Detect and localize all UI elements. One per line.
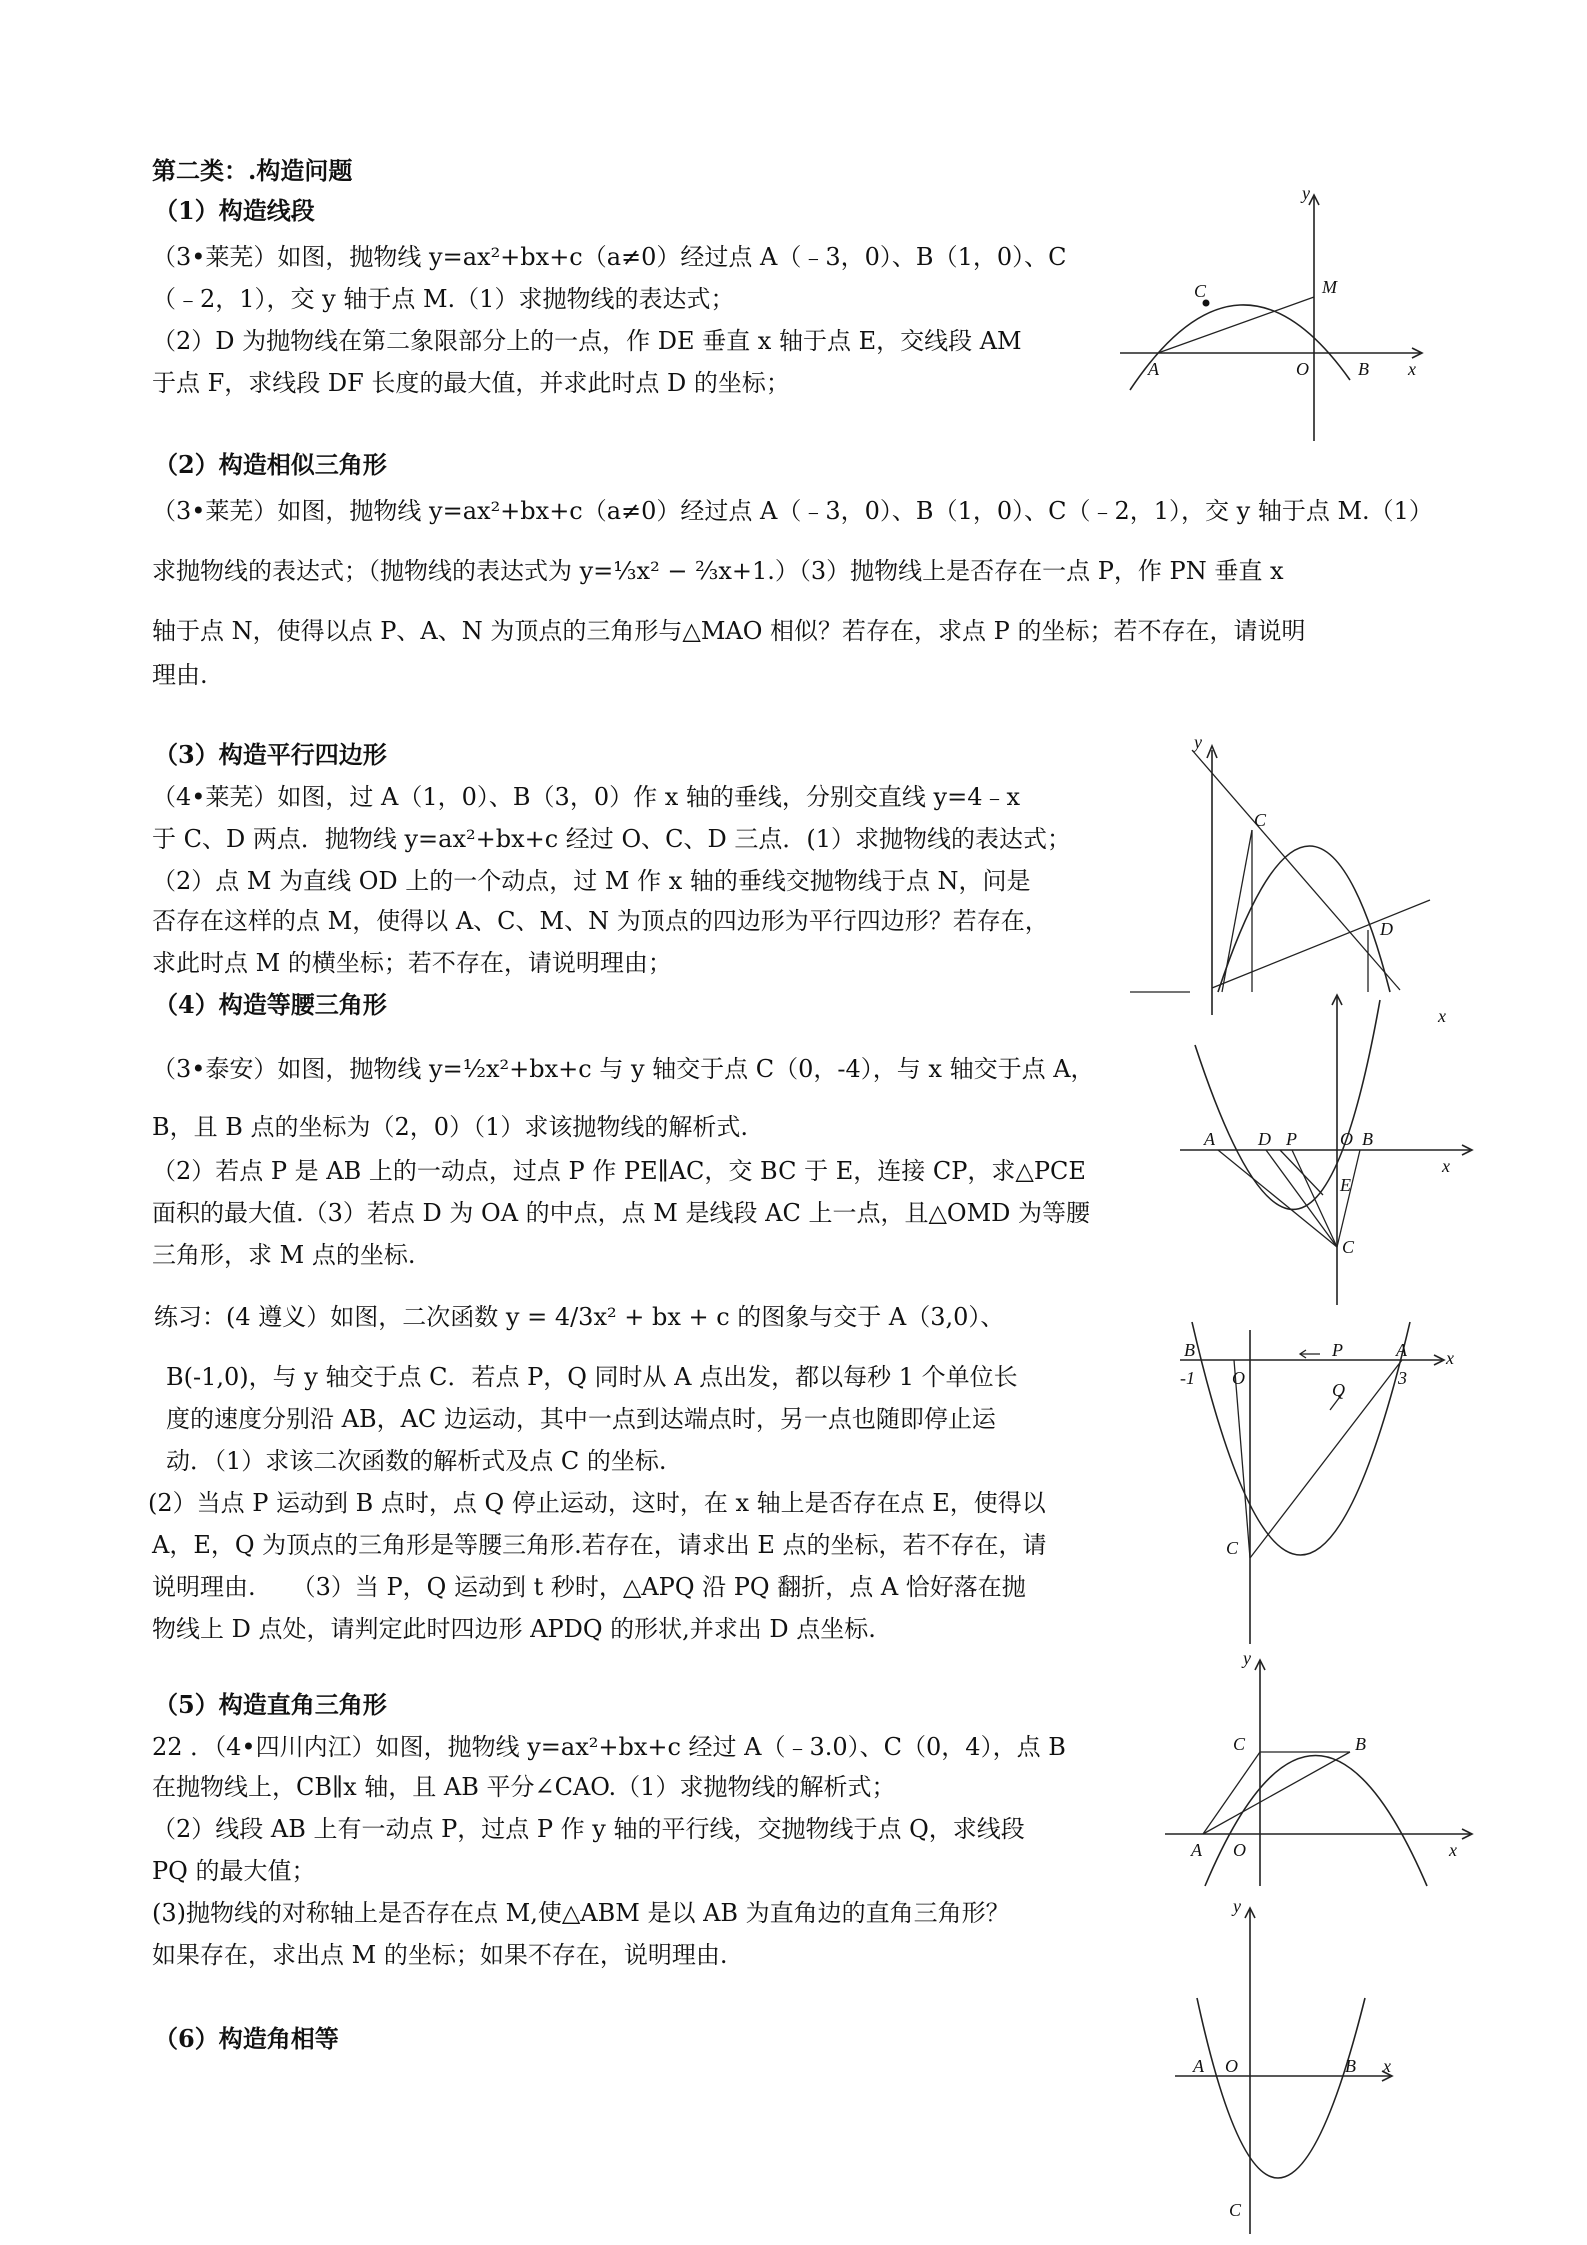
point-c-label: C [1342,1237,1355,1257]
point-p-label: P [1332,1340,1343,1360]
section-1-line: （2）D 为抛物线在第二象限部分上的一点，作 DE 垂直 x 轴于点 E，交线段 AM [152,327,1022,355]
section-5-line: 22 ．（4•四川内江）如图，抛物线 y=ax²+bx+c 经过 A（﹣3.0）、C（0，4），点 B [152,1733,1066,1761]
figure-3-isosceles [1180,985,1480,1315]
point-b-label: B [1362,1129,1373,1149]
tick-neg1-label: -1 [1180,1368,1195,1388]
point-a-label: A [1148,359,1159,379]
practice-line: 物线上 D 点处，请判定此时四边形 APDQ 的形状,并求出 D 点坐标. [152,1615,876,1643]
section-3-line: 于 C、D 两点．抛物线 y=ax²+bx+c 经过 O、C、D 三点．(1）求抛物线的表达式； [152,825,1071,853]
figure-1-parabola [1110,185,1430,445]
x-axis-label: x [1446,1348,1454,1368]
x-axis-label: x [1438,1006,1446,1026]
section-6-title: （6）构造角相等 [154,2024,339,2053]
section-2-line: 求抛物线的表达式；（抛物线的表达式为 y=⅓x² − ⅔x+1.）（3）抛物线上是否存在一点 P，作 PN 垂直 x [152,557,1284,585]
point-e-label: E [1340,1175,1351,1195]
origin-label: O [1296,359,1309,379]
y-axis-label: y [1233,1896,1241,1916]
x-axis-label: x [1442,1156,1450,1176]
y-axis-label: y [1194,732,1202,752]
point-b-label: B [1358,359,1369,379]
section-4-line: 面积的最大值.（3）若点 D 为 OA 的中点，点 M 是线段 AC 上一点，且△OMD 为等腰 [152,1199,1091,1227]
section-1-title: （1）构造线段 [154,196,315,225]
section-3-line: 否存在这样的点 M，使得以 A、C、M、N 为顶点的四边形为平行四边形？若存在， [152,907,1049,935]
section-5-line: 在抛物线上，CB∥x 轴，且 AB 平分∠CAO.（1）求抛物线的解析式； [152,1773,896,1801]
point-a-label: A [1396,1340,1407,1360]
section-2-line: 理由. [152,661,208,689]
section-4-title: （4）构造等腰三角形 [154,990,387,1019]
origin-label: O [1232,1368,1245,1388]
origin-label: O [1340,1129,1353,1149]
y-axis-label: y [1302,183,1310,203]
practice-line: B(-1,0)，与 y 轴交于点 C．若点 P，Q 同时从 A 点出发，都以每秒 1 个单位长 [166,1363,1018,1391]
x-axis-label: x [1408,359,1416,379]
section-4-line: 三角形，求 M 点的坐标. [152,1241,416,1269]
section-3-line: 求此时点 M 的横坐标；若不存在，请说明理由； [152,949,672,977]
section-2-line: 轴于点 N，使得以点 P、A、N 为顶点的三角形与△MAO 相似？若存在，求点 P 的坐标；若不存在，请说明 [152,617,1306,645]
section-3-line: （4•莱芜）如图，过 A（1，0）、B（3，0）作 x 轴的垂线，分别交直线 y=4﹣x [152,783,1020,811]
page-heading: 第二类：.构造问题 [152,156,353,185]
point-c-label: C [1254,810,1267,830]
section-5-line: PQ 的最大值； [152,1857,316,1885]
section-1-line: （﹣2，1），交 y 轴于点 M.（1）求抛物线的表达式； [152,285,735,313]
point-b-label: B [1355,1734,1366,1754]
point-d-label: D [1380,919,1393,939]
section-4-line: （3•泰安）如图，抛物线 y=½x²+bx+c 与 y 轴交于点 C（0，-4），与 x 轴交于点 A， [152,1055,1095,1083]
point-c-label: C [1194,281,1207,301]
practice-line: 动．（1）求该二次函数的解析式及点 C 的坐标. [166,1447,667,1475]
section-2-title: （2）构造相似三角形 [154,450,387,479]
x-axis-label: x [1383,2056,1391,2076]
point-c-label: C [1233,1734,1246,1754]
x-axis-label: x [1449,1840,1457,1860]
practice-line: (2）当点 P 运动到 B 点时，点 Q 停止运动，这时，在 x 轴上是否存在点 E，使得以 [148,1489,1046,1517]
point-d-label: D [1258,1129,1271,1149]
point-p-label: P [1286,1129,1297,1149]
section-5-title: （5）构造直角三角形 [154,1690,387,1719]
point-b-label: B [1345,2056,1356,2076]
figure-4-practice [1170,1318,1470,1648]
section-3-title: （3）构造平行四边形 [154,740,387,769]
origin-label: O [1233,1840,1246,1860]
figure-5-right-triangle [1165,1650,1485,1890]
section-5-line: (3)抛物线的对称轴上是否存在点 M,使△ABM 是以 AB 为直角边的直角三角形？ [152,1899,1010,1927]
section-2-line: （3•莱芜）如图，抛物线 y=ax²+bx+c（a≠0）经过点 A（﹣3，0）、B（1，0）、C（﹣2，1），交 y 轴于点 M.（1） [152,497,1433,525]
section-1-line: 于点 F，求线段 DF 长度的最大值，并求此时点 D 的坐标； [152,369,790,397]
y-axis-label: y [1243,1648,1251,1668]
point-c-label: C [1226,1538,1239,1558]
practice-line: 练习：(4 遵义）如图，二次函数 y = 4/3x² + bx + c 的图象与交于 A（3,0）、 [154,1303,1005,1331]
figure-6-equal-angles [1165,1898,1455,2238]
section-5-line: （2）线段 AB 上有一动点 P，过点 P 作 y 轴的平行线，交抛物线于点 Q，求线段 [152,1815,1025,1843]
point-m-label: M [1322,277,1337,297]
practice-line: 说明理由. （3）当 P，Q 运动到 t 秒时，△APQ 沿 PQ 翻折，点 A 恰好落在抛 [152,1573,1026,1601]
section-4-line: （2）若点 P 是 AB 上的一动点，过点 P 作 PE∥AC，交 BC 于 E，连接 CP，求△PCE [152,1157,1086,1185]
point-c-label: C [1229,2200,1242,2220]
figure-2-parallelogram [1130,730,1460,1026]
point-q-label: Q [1332,1380,1345,1400]
section-3-line: （2）点 M 为直线 OD 上的一个动点，过 M 作 x 轴的垂线交抛物线于点 N，问是 [152,867,1031,895]
section-1-line: （3•莱芜）如图，抛物线 y=ax²+bx+c（a≠0）经过点 A（﹣3，0）、B（1，0）、C [152,243,1067,271]
origin-label: O [1225,2056,1238,2076]
practice-line: 度的速度分别沿 AB，AC 边运动，其中一点到达端点时，另一点也随即停止运 [166,1405,996,1433]
section-4-line: B，且 B 点的坐标为（2，0）（1）求该抛物线的解析式. [152,1113,748,1141]
point-a-label: A [1191,1840,1202,1860]
point-b-label: B [1184,1340,1195,1360]
practice-line: A，E，Q 为顶点的三角形是等腰三角形.若存在，请求出 E 点的坐标，若不存在，请 [152,1531,1047,1559]
section-5-line: 如果存在，求出点 M 的坐标；如果不存在，说明理由. [152,1941,728,1969]
tick-3-label: 3 [1398,1368,1407,1388]
point-a-label: A [1193,2056,1204,2076]
point-a-label: A [1204,1129,1215,1149]
